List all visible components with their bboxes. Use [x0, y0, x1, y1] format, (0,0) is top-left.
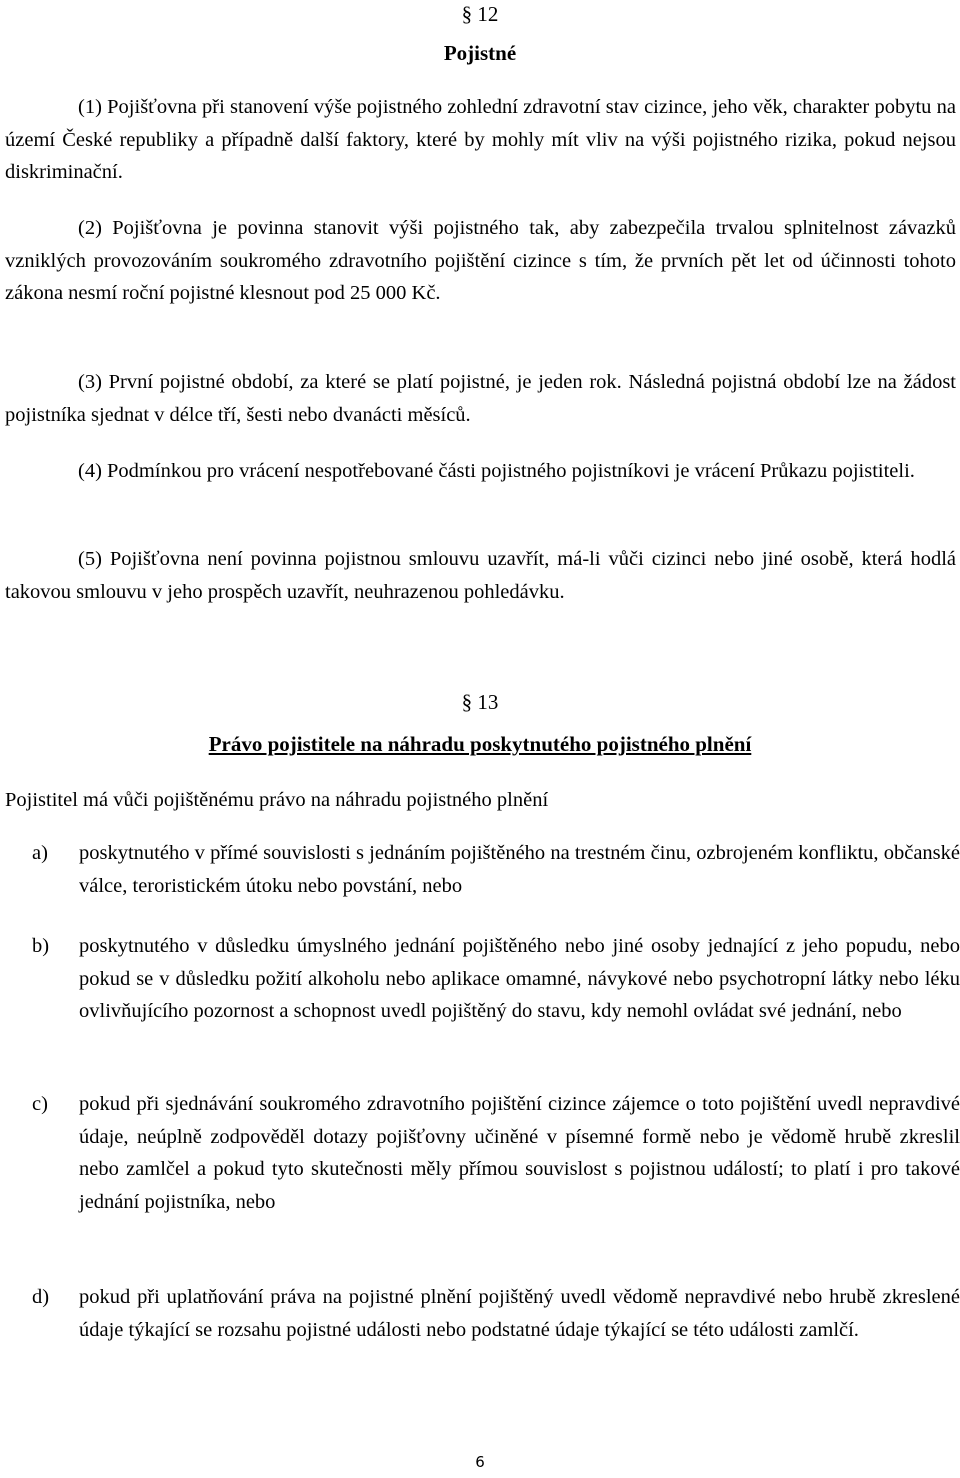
section-13-intro: Pojistitel má vůči pojištěnému právo na náhradu pojistného plnění [5, 789, 549, 811]
section-12-paragraph-2: (2) Pojišťovna je povinna stanovit výši pojistného tak, aby zabezpečila trvalou splnitelnost závazků vzniklých provozováním soukromého zdravotního pojištění cizince s tím, že prvních pět let od účinnosti tohoto zákona nesmí roční pojistné klesnout pod 25 000 Kč. [5, 217, 956, 304]
section-12-paragraph-4: (4) Podmínkou pro vrácení nespotřebované části pojistného pojistníkovi je vrácení Průkazu pojistiteli. [78, 460, 915, 482]
section-12-paragraph-5: (5) Pojišťovna není povinna pojistnou smlouvu uzavřít, má-li vůči cizinci nebo jiné osobě, která hodlá takovou smlouvu v jeho prospěch uzavřít, neuhrazenou pohledávku. [5, 548, 956, 603]
list-item-text: poskytnutého v důsledku úmyslného jednání pojištěného nebo jiné osoby jednající z jeho popudu, nebo pokud se v důsledku požití alkoholu nebo aplikace omamné, návykové nebo psychotropní látky nebo léku ovlivňujícího pozornost a schopnost uvedl pojištěný do stavu, kdy nemohl ovládat své jednání, nebo [79, 935, 960, 1022]
section-12-paragraph-3: (3) První pojistné období, za které se platí pojistné, je jeden rok. Následná pojistná období lze na žádost pojistníka sjednat v délce tří, šesti nebo dvanácti měsíců. [5, 371, 956, 426]
section-13-number: § 13 [461, 690, 499, 714]
list-item-text: pokud při sjednávání soukromého zdravotního pojištění cizince zájemce o toto pojištění uvedl nepravdivé údaje, neúplně zodpověděl dotazy pojišťovny učiněné v písemné formě nebo je vědomě hrubě zkreslil nebo zamlčel a pokud tyto skutečnosti měly přímou souvislost s pojistnou událostí; to platí i pro takové jednání pojistníka, nebo [79, 1093, 960, 1213]
section-13-title-text: Právo pojistitele na náhradu poskytnutého pojistného plnění [208, 732, 752, 756]
page-number: 6 [475, 1453, 485, 1471]
list-item-label: a) [32, 842, 48, 864]
list-item-text: poskytnutého v přímé souvislosti s jednáním pojištěného na trestném činu, ozbrojeném konfliktu, občanské válce, teroristickém útoku nebo povstání, nebo [79, 842, 960, 897]
list-item-label: d) [32, 1286, 50, 1308]
list-item-label: b) [32, 935, 50, 957]
list-item-label: c) [32, 1093, 48, 1115]
section-12-paragraph-1: (1) Pojišťovna při stanovení výše pojistného zohlední zdravotní stav cizince, jeho věk, charakter pobytu na území České republiky a případně další faktory, které by mohly mít vliv na výši pojistného rizika, pokud nejsou diskriminační. [5, 96, 956, 183]
section-12-number: § 12 [461, 2, 499, 26]
section-13-title [0, 730, 960, 758]
list-item-text: pokud při uplatňování práva na pojistné plnění pojištěný uvedl vědomě nepravdivé nebo hrubě zkreslené údaje týkající se rozsahu pojistné události nebo podstatné údaje týkající se této události zamlčí. [79, 1286, 960, 1341]
section-12-title: Pojistné [443, 41, 517, 65]
